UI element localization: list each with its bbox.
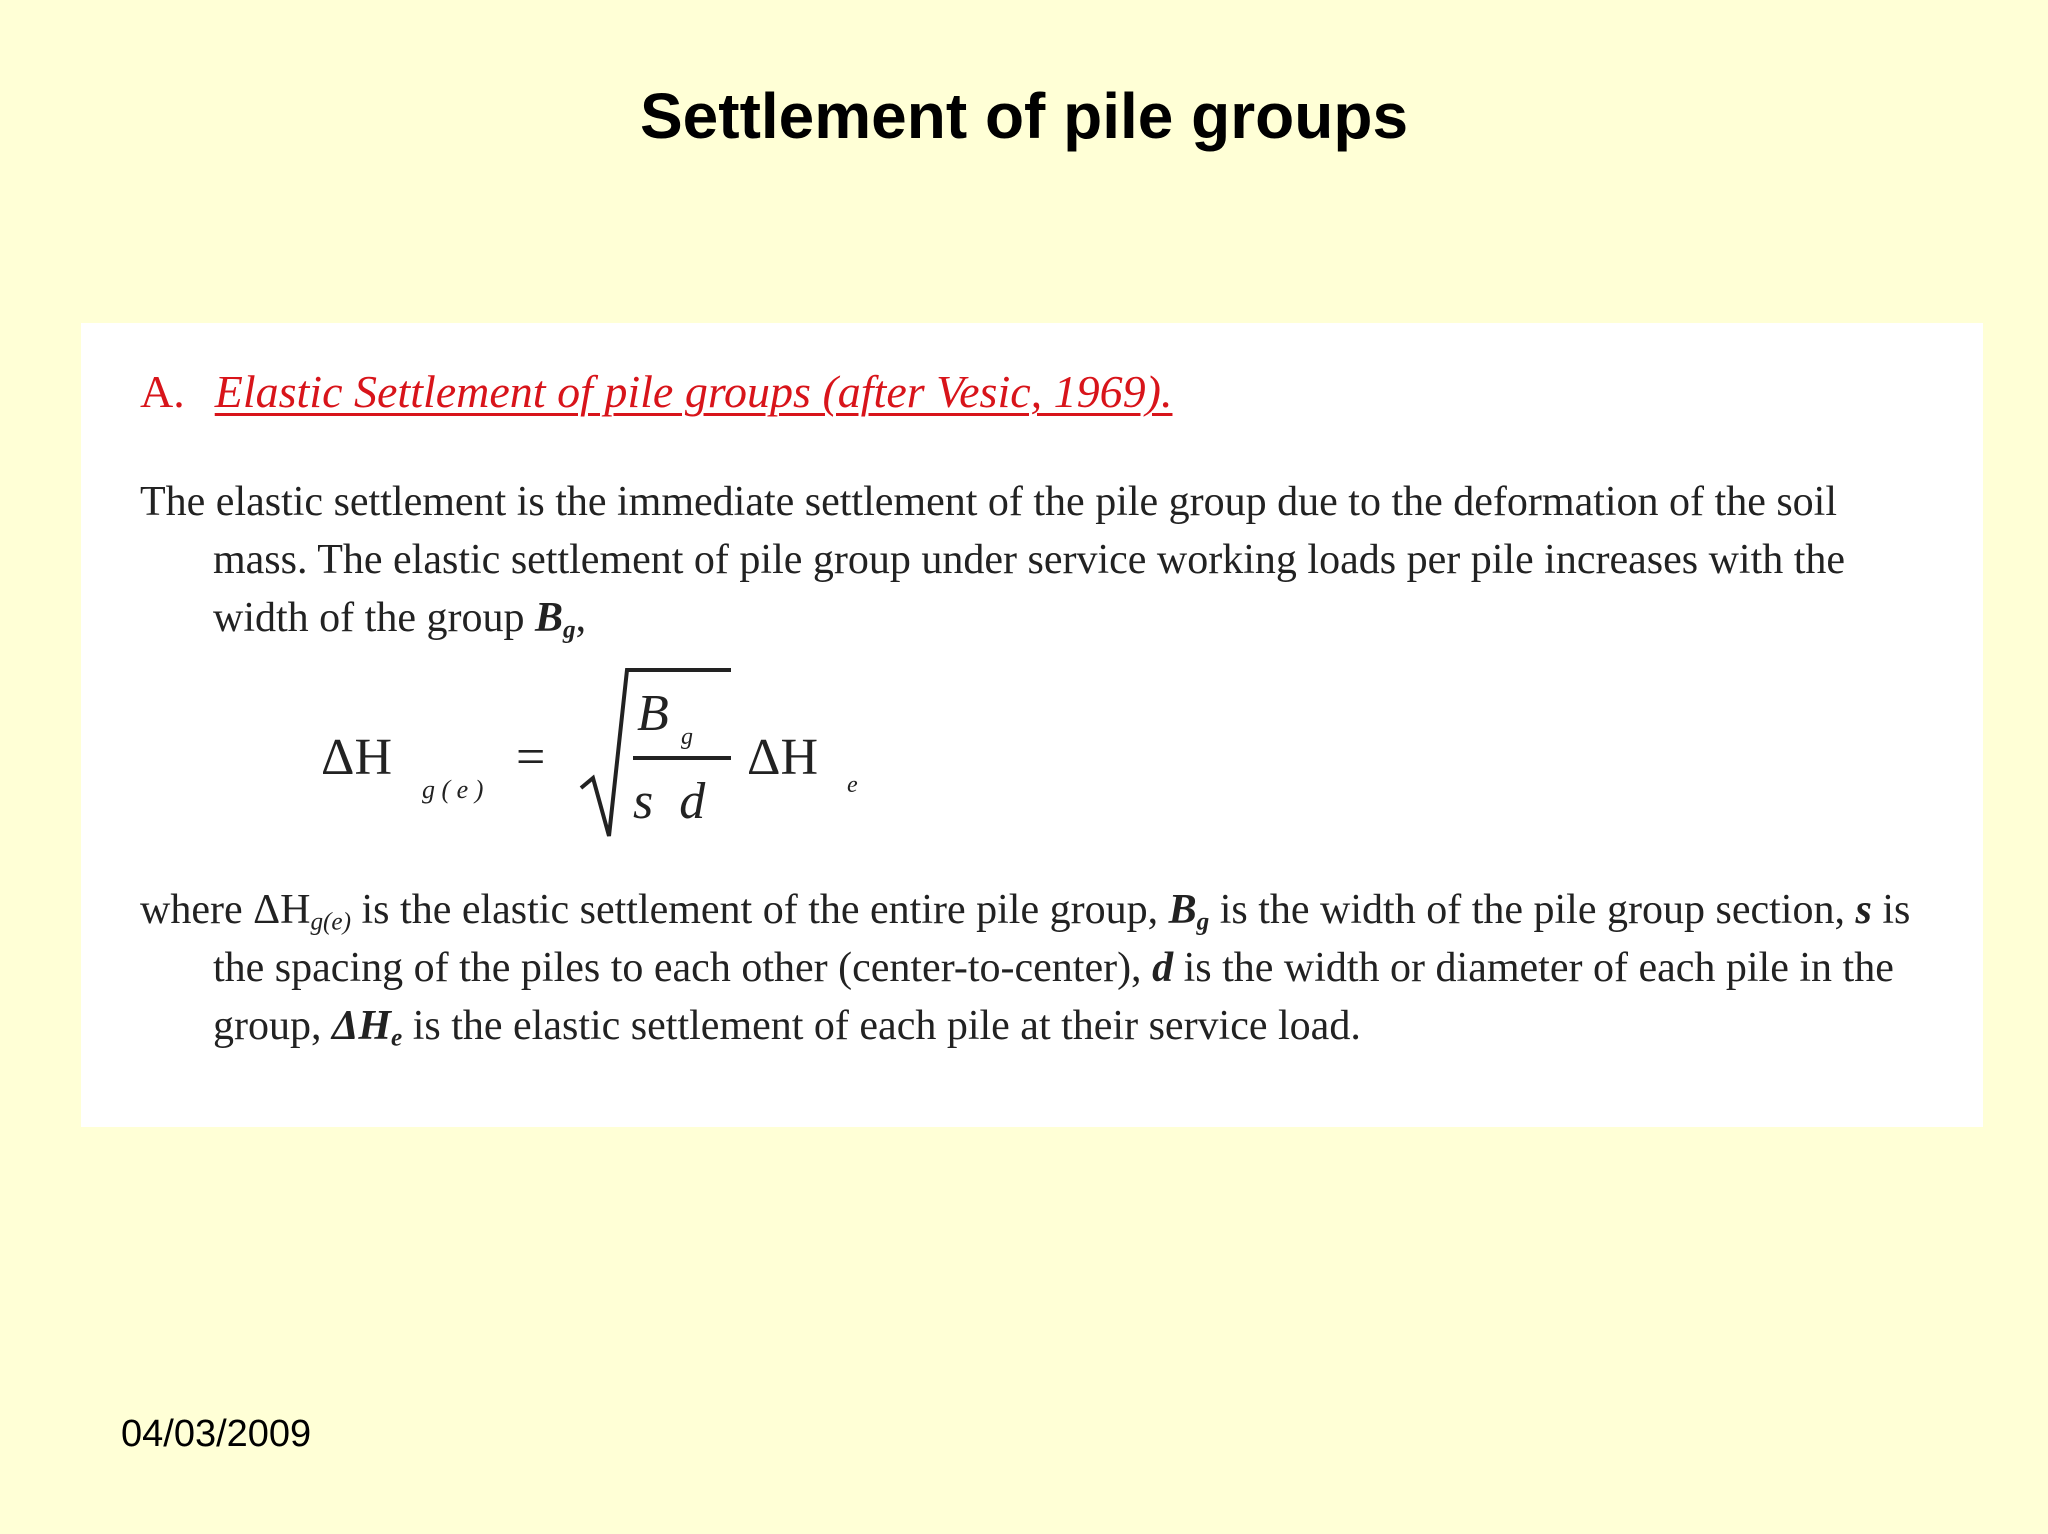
where-paragraph (140, 881, 1940, 1055)
formula-denominator: s d (633, 773, 706, 830)
section-letter: A. (140, 366, 185, 417)
where-t4: is the spacing of the piles to each other (center-to-center), (213, 887, 1911, 991)
slide-title: Settlement of pile groups (639, 80, 1409, 152)
where-t5: is the width or diameter of each pile in the group, (213, 945, 1894, 1049)
formula-svg (241, 668, 891, 848)
where-d: d (1152, 945, 1174, 991)
where-t1-sub: g(e) (310, 908, 352, 936)
where-dhe: ΔH (332, 1003, 392, 1049)
formula-rhs: ΔH (747, 729, 818, 786)
intro-paragraph (140, 473, 1940, 647)
where-t3: is the width of the pile group section, (1209, 887, 1856, 933)
formula-lhs-sub: g ( e ) (422, 775, 484, 804)
section-heading-text: Elastic Settlement of pile groups (after Vesic, 1969). (214, 366, 1173, 417)
where-t1: where ΔH (140, 887, 311, 933)
intro-end: , (575, 595, 587, 641)
formula-numerator-sub: g (681, 724, 693, 750)
where-t6: is the elastic settlement of each pile at their service load. (402, 1003, 1361, 1049)
section-heading (140, 365, 1172, 418)
where-dhe-sub: e (391, 1024, 403, 1052)
formula-equals: = (516, 729, 546, 786)
formula-numerator: B (637, 685, 669, 742)
intro-symbol-sub: g (562, 616, 576, 644)
where-t2: is the elastic settlement of the entire pile group, (351, 887, 1169, 933)
where-s: s (1855, 887, 1872, 933)
intro-symbol: B (534, 595, 563, 641)
slide-date: 04/03/2009 (121, 1413, 312, 1455)
formula-lhs: ΔH (321, 729, 392, 786)
formula-rhs-sub: e (847, 772, 858, 798)
settlement-formula (241, 668, 891, 848)
where-bg: B (1168, 887, 1197, 933)
content-panel (81, 323, 1983, 1127)
where-bg-sub: g (1196, 908, 1210, 936)
intro-text: The elastic settlement is the immediate settlement of the pile group due to the deformation of the soil mass. The elastic settlement of pile group under service working loads per pile increases with the width of the group (140, 479, 1846, 641)
